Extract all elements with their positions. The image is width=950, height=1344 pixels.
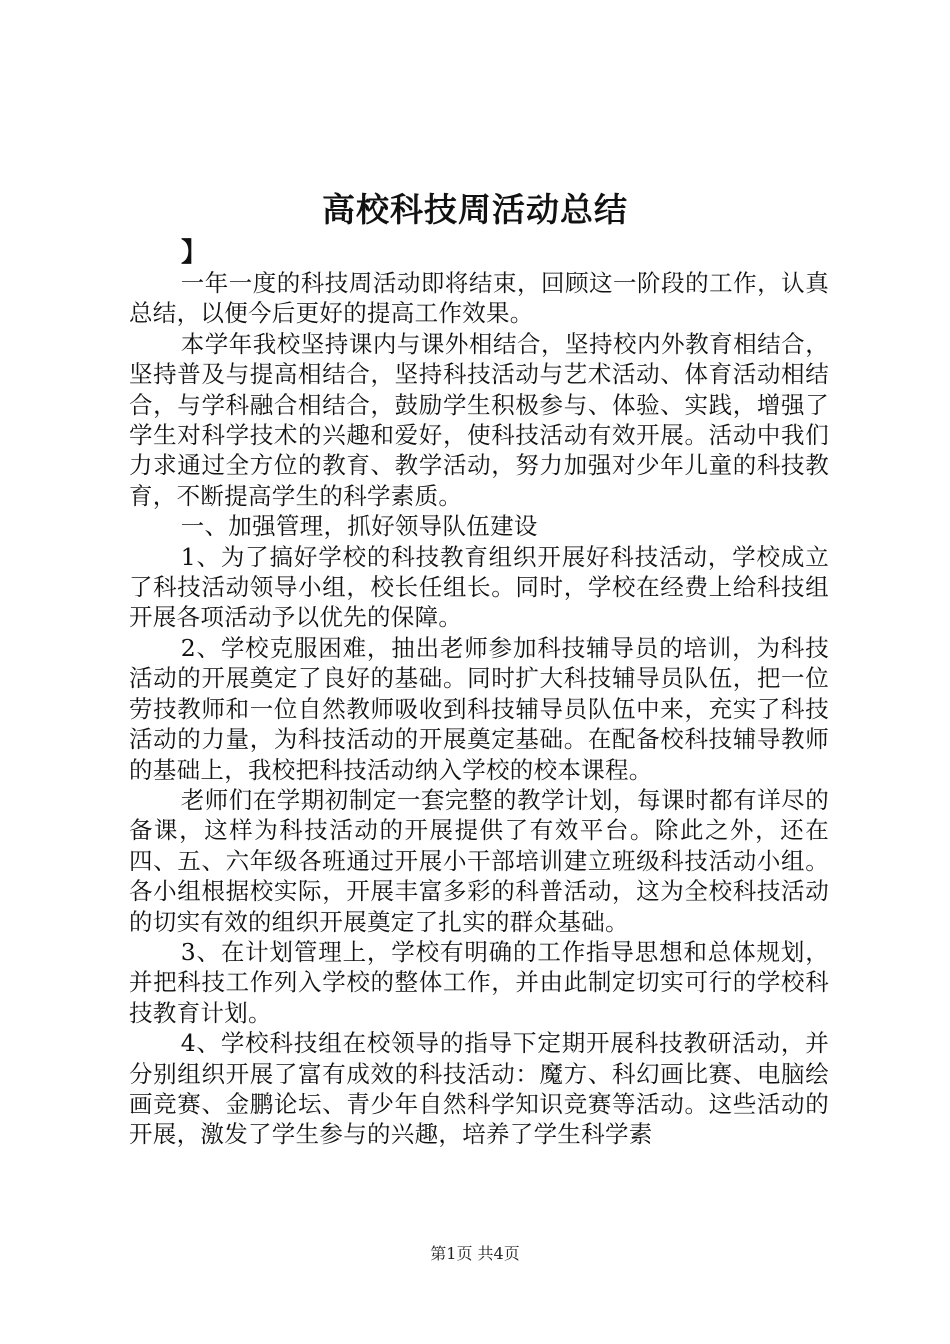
paragraph-overview: 本学年我校坚持课内与课外相结合，坚持校内外教育相结合，坚持普及与提高相结合，坚持科技活动与艺术活动、体育活动相结合，与学科融合相结合，鼓励学生积极参与、体验、实践，增强了学生对科学技术的兴趣和爱好，使科技活动有效开展。活动中我们力求通过全方位的教育、教学活动，努力加强对少年儿童的科技教育，不断提高学生的科学素质。 xyxy=(129,329,829,510)
paragraph-item-1: 1、为了搞好学校的科技教育组织开展好科技活动，学校成立了科技活动领导小组，校长任组长。同时，学校在经费上给科技组开展各项活动予以优先的保障。 xyxy=(129,542,829,632)
paragraph-item-2: 2、学校克服困难，抽出老师参加科技辅导员的培训，为科技活动的开展奠定了良好的基础。同时扩大科技辅导员队伍，把一位劳技教师和一位自然教师吸收到科技辅导员队伍中来，充实了科技活动的力量，为科技活动的开展奠定基础。在配备校科技辅导教师的基础上，我校把科技活动纳入学校的校本课程。 xyxy=(129,633,829,784)
paragraph-teachers: 老师们在学期初制定一套完整的教学计划，每课时都有详尽的备课，这样为科技活动的开展提供了有效平台。除此之外，还在四、五、六年级各班通过开展小干部培训建立班级科技活动小组。各小组根据校实际，开展丰富多彩的科普活动，这为全校科技活动的切实有效的组织开展奠定了扎实的群众基础。 xyxy=(129,785,829,936)
document-body xyxy=(129,268,829,1150)
paragraph-item-3: 3、在计划管理上，学校有明确的工作指导思想和总体规划，并把科技工作列入学校的整体工作，并由此制定切实可行的学校科技教育计划。 xyxy=(129,937,829,1027)
section-heading-management: 一、加强管理，抓好领导队伍建设 xyxy=(180,512,538,541)
page-footer: 第1页 共4页 xyxy=(430,1244,520,1263)
bracket-mark: 】 xyxy=(181,238,208,268)
page-title: 高校科技周活动总结 xyxy=(322,190,628,229)
paragraph-intro: 一年一度的科技周活动即将结束，回顾这一阶段的工作，认真总结，以便今后更好的提高工作效果。 xyxy=(129,269,829,328)
paragraph-item-4: 4、学校科技组在校领导的指导下定期开展科技教研活动，并分别组织开展了富有成效的科技活动：魔方、科幻画比赛、电脑绘画竞赛、金鹏论坛、青少年自然科学知识竞赛等活动。这些活动的开展，激发了学生参与的兴趣，培养了学生科学素 xyxy=(129,1029,829,1149)
